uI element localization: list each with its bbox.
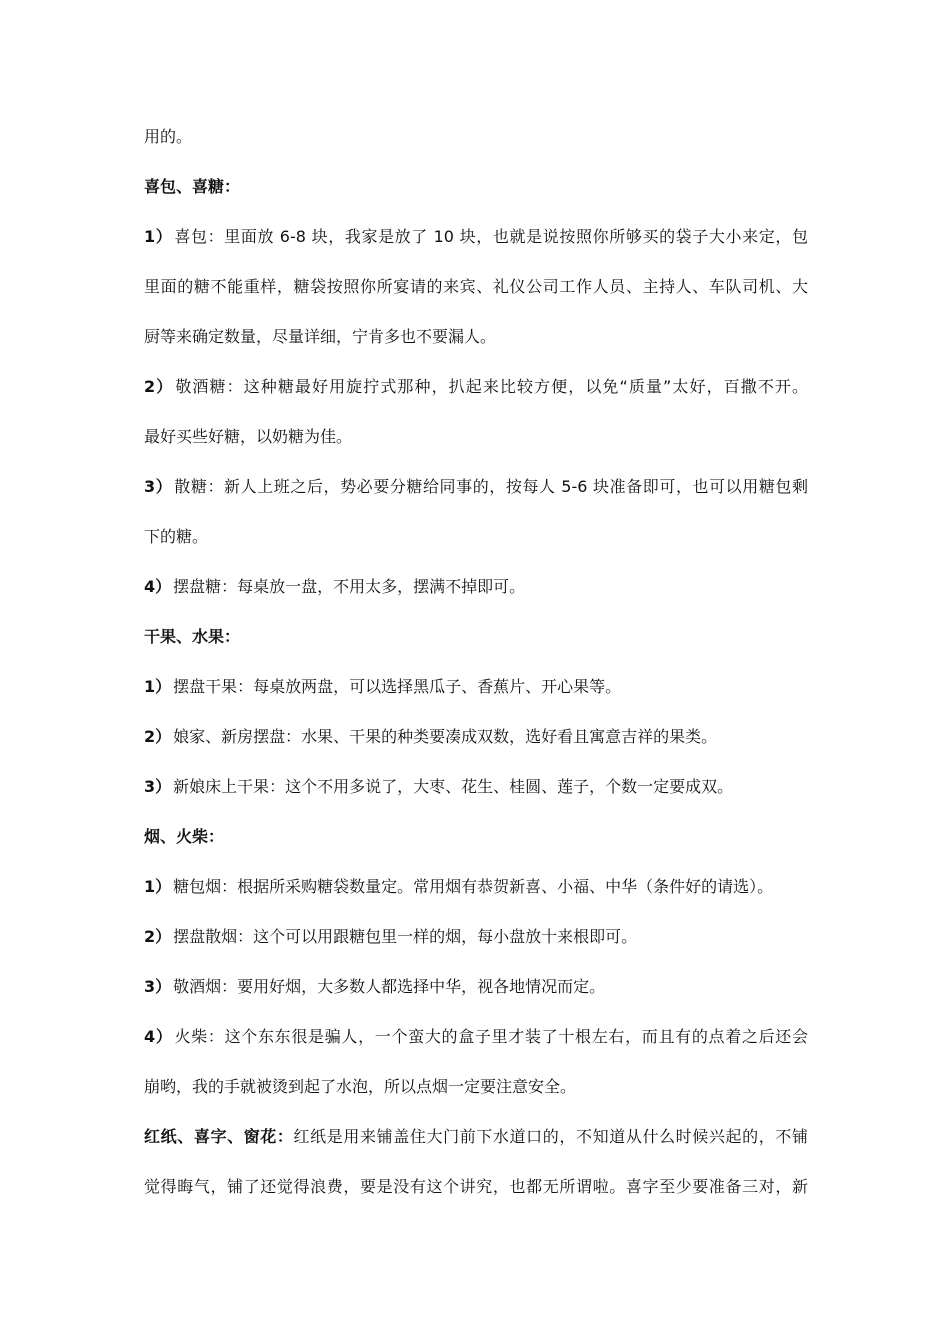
list-item: [144, 362, 808, 412]
item-number: 4）: [144, 577, 172, 596]
list-item: [144, 912, 808, 962]
item-text: 娘家、新房摆盘：水果、干果的种类要凑成双数，选好看且寓意吉祥的果类。: [173, 727, 718, 746]
item-number: 4）: [144, 1027, 173, 1046]
item-number: 2）: [144, 377, 174, 396]
item-text: 火柴：这个东东很是骗人，一个蛮大的盒子里才装了十根左右，而且有的点着之后还会: [174, 1027, 808, 1046]
item-text: 新娘床上干果：这个不用多说了，大枣、花生、桂圆、莲子，个数一定要成双。: [173, 777, 734, 796]
section-heading: 干果、水果：: [144, 627, 241, 646]
paragraph-line: 用的。: [144, 127, 193, 146]
item-text: 敬酒烟：要用好烟，大多数人都选择中华，视各地情况而定。: [173, 977, 606, 996]
list-item: [144, 762, 808, 812]
item-number: 1）: [144, 677, 172, 696]
item-number: 3）: [144, 977, 172, 996]
paragraph-lead: 红纸、喜字、窗花：: [144, 1127, 294, 1146]
item-number: 3）: [144, 777, 172, 796]
list-item: [144, 562, 808, 612]
list-item: [144, 862, 808, 912]
item-number: 1）: [144, 227, 173, 246]
list-item: [144, 962, 808, 1012]
paragraph-line: 觉得晦气，铺了还觉得浪费，要是没有这个讲究，也都无所谓啦。喜字至少要准备三对，新: [144, 1177, 808, 1196]
list-item: [144, 1012, 808, 1062]
item-number: 1）: [144, 877, 172, 896]
paragraph-line: 崩哟，我的手就被烫到起了水泡，所以点烟一定要注意安全。: [144, 1077, 577, 1096]
paragraph-line: 厨等来确定数量，尽量详细，宁肯多也不要漏人。: [144, 327, 497, 346]
item-number: 2）: [144, 927, 172, 946]
document-body: [144, 112, 808, 1212]
item-text: 摆盘散烟：这个可以用跟糖包里一样的烟，每小盘放十来根即可。: [173, 927, 638, 946]
list-item: [144, 712, 808, 762]
item-text: 摆盘糖：每桌放一盘，不用太多，摆满不掉即可。: [173, 577, 526, 596]
paragraph-line: 里面的糖不能重样，糖袋按照你所宴请的来宾、礼仪公司工作人员、主持人、车队司机、大: [144, 277, 808, 296]
paragraph-line: [144, 1112, 808, 1162]
section-heading: 喜包、喜糖：: [144, 177, 241, 196]
item-text: 糖包烟：根据所采购糖袋数量定。常用烟有恭贺新喜、小福、中华（条件好的请选）。: [173, 877, 774, 896]
item-text: 敬酒糖：这种糖最好用旋拧式那种，扒起来比较方便，以免“质量”太好，百撒不开。: [175, 377, 808, 396]
item-text: 散糖：新人上班之后，势必要分糖给同事的，按每人 5-6 块准备即可，也可以用糖包剩: [174, 477, 808, 496]
list-item: [144, 212, 808, 262]
paragraph-line: 下的糖。: [144, 527, 209, 546]
item-text: 喜包：里面放 6-8 块，我家是放了 10 块，也就是说按照你所够买的袋子大小来定，包: [174, 227, 808, 246]
section-heading: 烟、火柴：: [144, 827, 225, 846]
paragraph-text: 红纸是用来铺盖住大门前下水道口的，不知道从什么时候兴起的，不铺: [293, 1127, 808, 1146]
item-number: 2）: [144, 727, 172, 746]
item-text: 摆盘干果：每桌放两盘，可以选择黑瓜子、香蕉片、开心果等。: [173, 677, 622, 696]
list-item: [144, 662, 808, 712]
paragraph-line: 最好买些好糖，以奶糖为佳。: [144, 427, 353, 446]
item-number: 3）: [144, 477, 173, 496]
list-item: [144, 462, 808, 512]
